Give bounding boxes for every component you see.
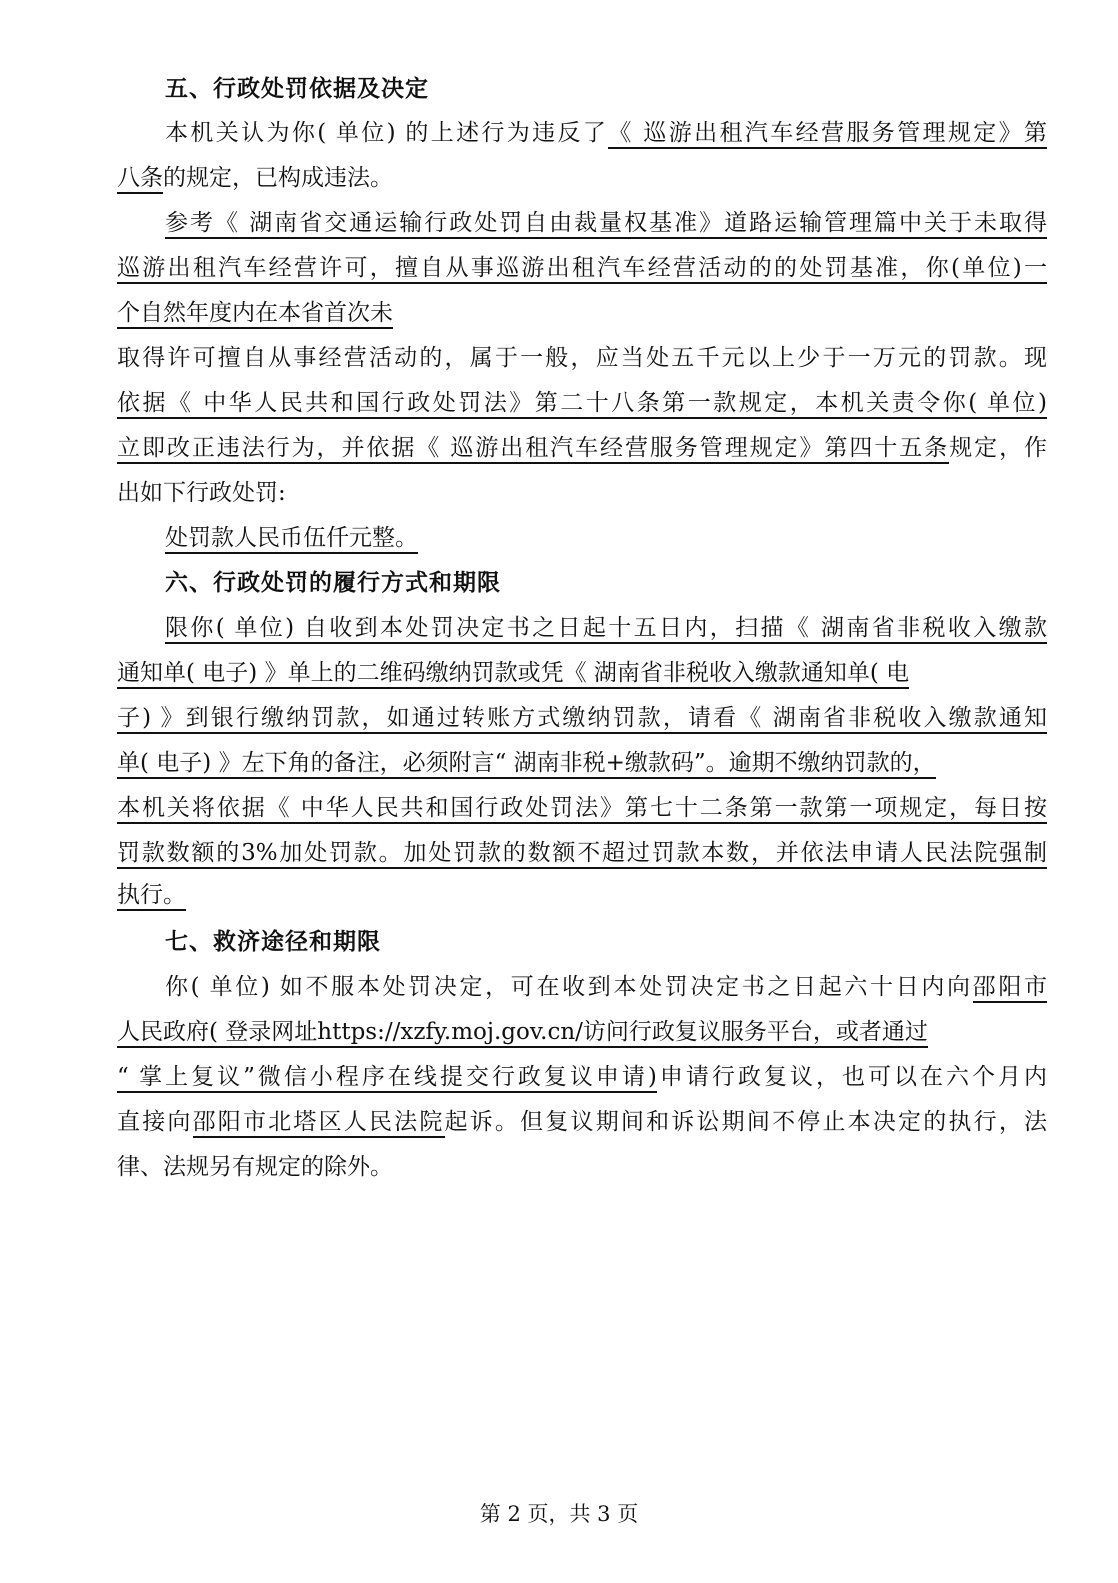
underlined-text: 依据《 中华人民共和国行政处罚法》第二十八条第一款规定，本机关责令你( 单位) — [117, 390, 1047, 419]
paragraph-line — [165, 118, 1047, 148]
paragraph-line — [165, 613, 1047, 643]
paragraph-line — [117, 1017, 1047, 1047]
underlined-text: 人民政府( 登录网址https://xzfy.moj.gov.cn/访问行政复议服务平台，或者通过 — [117, 1019, 928, 1048]
penalty-amount — [165, 523, 1095, 553]
page-number: 第 2 页，共 3 页 — [479, 1502, 639, 1526]
paragraph-line — [117, 880, 1047, 910]
underlined-text: 邵阳市北塔区人民法院 — [193, 1109, 445, 1138]
section-heading-payment: 六、行政处罚的履行方式和期限 — [165, 569, 501, 596]
text-span: 起诉。但复议期间和诉讼期间不停止本决定的执行，法 — [444, 1109, 1048, 1135]
text-span: 直接向 — [117, 1109, 193, 1135]
underlined-text: 个自然年度内在本省首次未 — [117, 300, 393, 329]
section-heading-remedy: 七、救济途径和期限 — [165, 928, 381, 955]
section-heading-penalty-basis: 五、行政处罚依据及决定 — [165, 75, 429, 102]
paragraph-line — [117, 793, 1047, 823]
paragraph-line — [117, 163, 1047, 193]
underlined-text: 本机关将依据《 中华人民共和国行政处罚法》第七十二条第一款第一项规定，每日按 — [117, 795, 1047, 824]
paragraph-line — [117, 703, 1047, 733]
text-span: 你( 单位) 如不服本处罚决定，可在收到本处罚决定书之日起六十日内向 — [165, 974, 973, 1000]
text-span: 的规定，已构成违法。 — [163, 165, 393, 191]
underlined-text: 单( 电子) 》左下角的备注，必须附言“ 湖南非税+缴款码”。逾期不缴纳罚款的， — [117, 750, 936, 779]
underlined-text: “ 掌上复议”微信小程序在线提交行政复议申请) — [117, 1064, 657, 1093]
paragraph-line — [117, 838, 1047, 868]
paragraph-line — [165, 972, 1047, 1002]
paragraph-line — [117, 253, 1047, 283]
underlined-text: 子) 》到银行缴纳罚款，如通过转账方式缴纳罚款，请看《 湖南省非税收入缴款通知 — [117, 705, 1047, 734]
paragraph-line — [117, 343, 1047, 373]
underlined-text: 参考《 湖南省交通运输行政处罚自由裁量权基准》道路运输管理篇中关于未取得 — [165, 210, 1047, 239]
underlined-text: 限你( 单位) 自收到本处罚决定书之日起十五日内，扫描《 湖南省非税收入缴款 — [165, 615, 1047, 644]
paragraph-line — [165, 208, 1047, 238]
paragraph-line — [117, 298, 1047, 328]
text-span: 申请行政复议，也可以在六个月内 — [656, 1064, 1048, 1090]
paragraph-line — [117, 658, 1047, 688]
underlined-text: 立即改正违法行为，并依据《 巡游出租汽车经营服务管理规定》第四十五条 — [117, 435, 949, 464]
paragraph-line — [117, 1062, 1047, 1092]
underlined-text: 邵阳市 — [973, 974, 1047, 1003]
paragraph-line — [117, 433, 1047, 463]
text-span: 本机关认为你( 单位) 的上述行为违反了 — [165, 120, 609, 146]
underlined-text: 《 巡游出租汽车经营服务管理规定》第 — [608, 120, 1047, 149]
paragraph-line — [117, 1152, 1047, 1182]
underlined-text: 八条 — [117, 165, 163, 194]
underlined-text: 通知单( 电子) 》单上的二维码缴纳罚款或凭《 湖南省非税收入缴款通知单( 电 — [117, 660, 909, 689]
text-span: 出如下行政处罚: — [117, 480, 286, 506]
underlined-text: 处罚款人民币伍仟元整。 — [165, 525, 418, 554]
text-span: 取得许可擅自从事经营活动的，属于一般，应当处五千元以上少于一万元的罚款。现 — [117, 345, 1047, 371]
paragraph-line — [117, 748, 1047, 778]
underlined-text: 巡游出租汽车经营许可，擅自从事巡游出租汽车经营活动的的处罚基准，你(单位)一 — [117, 255, 1047, 284]
paragraph-line — [117, 1107, 1047, 1137]
underlined-text: 罚款数额的3%加处罚款。加处罚款的数额不超过罚款本数，并依法申请人民法院强制 — [117, 840, 1047, 869]
text-span: 律、法规另有规定的除外。 — [117, 1154, 393, 1180]
underlined-text: 执行。 — [117, 882, 186, 911]
paragraph-line — [117, 478, 1047, 508]
text-span: 规定，作 — [949, 435, 1047, 461]
paragraph-line — [117, 388, 1047, 418]
